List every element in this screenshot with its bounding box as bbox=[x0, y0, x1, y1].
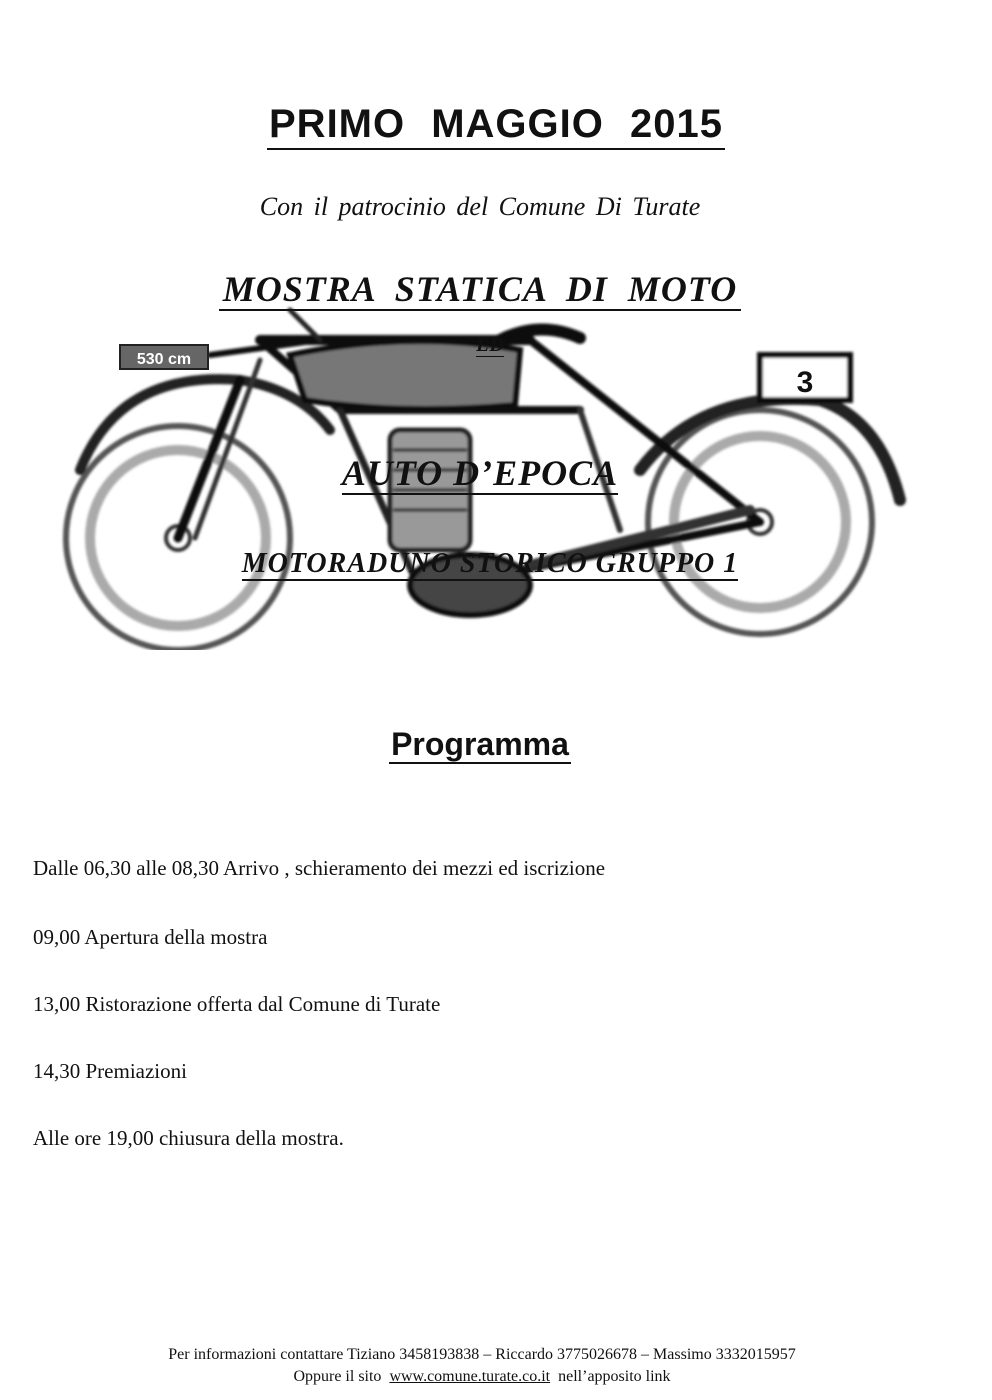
exhibition-heading-text: MOSTRA STATICA DI MOTO bbox=[219, 269, 742, 311]
front-plate-text: 530 cm bbox=[136, 351, 192, 368]
rally-heading bbox=[150, 548, 830, 580]
event-title-text: PRIMO MAGGIO 2015 bbox=[267, 100, 725, 150]
program-title-text: Programma bbox=[391, 726, 569, 762]
footer-contacts bbox=[0, 1344, 964, 1388]
exhibition-heading bbox=[0, 268, 960, 310]
connector-heading-text: ED bbox=[476, 334, 504, 356]
patronage-line: Con il patrocinio del Comune Di Turate bbox=[259, 192, 701, 221]
program-item-opening: 09,00 Apertura della mostra bbox=[33, 925, 268, 949]
vintage-cars-heading bbox=[280, 452, 680, 494]
connector-heading bbox=[400, 334, 580, 357]
program-item-closing: Alle ore 19,00 chiusura della mostra. bbox=[33, 1126, 344, 1150]
website-line bbox=[0, 1366, 964, 1388]
event-title bbox=[0, 100, 992, 150]
program-item-lunch: 13,00 Ristorazione offerta dal Comune di Turate bbox=[33, 992, 441, 1016]
rally-heading-text: MOTORADUNO STORICO GRUPPO 1 bbox=[241, 548, 739, 579]
program-item-awards: 14,30 Premiazioni bbox=[33, 1059, 187, 1083]
rear-plate-text: 3 bbox=[796, 366, 814, 399]
contacts-line: Per informazioni contattare Tiziano 3458193838 – Riccardo 3775026678 – Massimo 3332015957 bbox=[168, 1346, 796, 1363]
program-title bbox=[0, 726, 960, 763]
website-suffix: nell’apposito link bbox=[558, 1368, 671, 1385]
website-prefix: Oppure il sito bbox=[293, 1368, 382, 1385]
vintage-cars-heading-text: AUTO D’EPOCA bbox=[341, 453, 619, 493]
program-item-arrival: Dalle 06,30 alle 08,30 Arrivo , schieramento dei mezzi ed iscrizione bbox=[33, 856, 606, 880]
website-link[interactable]: www.comune.turate.co.it bbox=[389, 1368, 551, 1385]
